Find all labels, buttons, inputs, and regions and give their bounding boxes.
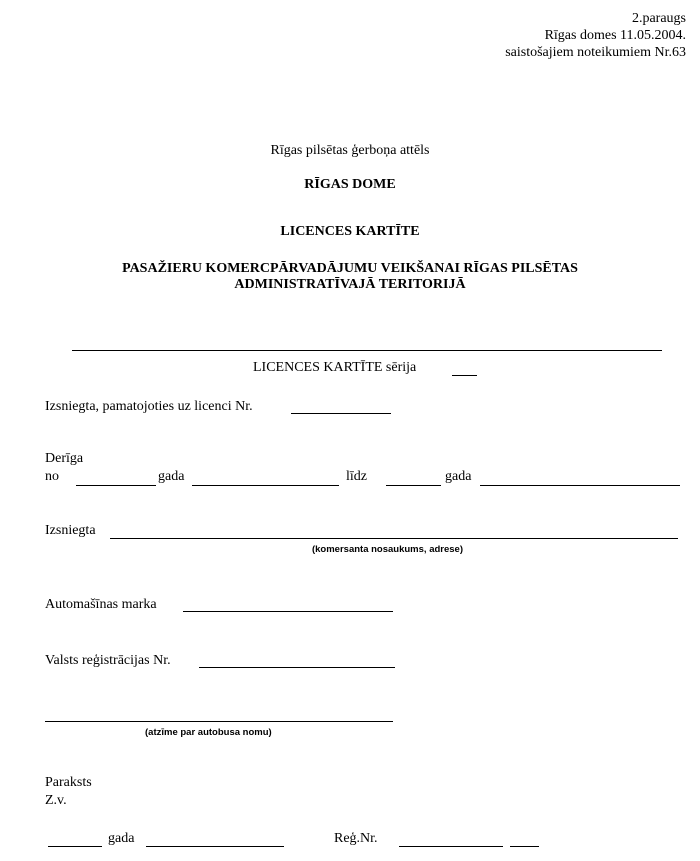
from-date-field[interactable] xyxy=(192,485,339,486)
reg-number-label: Valsts reģistrācijas Nr. xyxy=(45,653,171,668)
car-brand-label: Automašīnas marka xyxy=(45,597,157,612)
purpose-line-1: PASAŽIERU KOMERCPĀRVADĀJUMU VEIKŠANAI RĪGAS PILSĒTAS xyxy=(122,261,578,276)
license-number-field[interactable] xyxy=(291,413,391,414)
series-label: LICENCES KARTĪTE sērija xyxy=(253,360,417,375)
bus-rental-hint: (atzīme par autobusa nomu) xyxy=(145,727,272,738)
card-title: LICENCES KARTĪTE xyxy=(280,224,420,239)
purpose-line-2: ADMINISTRATĪVAJĀ TERITORIJĀ xyxy=(234,277,466,292)
issued-to-label: Izsniegta xyxy=(45,523,96,538)
series-field[interactable] xyxy=(452,375,477,376)
bus-rental-field[interactable] xyxy=(45,721,393,722)
issued-to-field[interactable] xyxy=(110,538,678,539)
until-date-field[interactable] xyxy=(480,485,680,486)
until-day-field[interactable] xyxy=(386,485,441,486)
reg-nr-field[interactable] xyxy=(399,846,503,847)
from-day-field[interactable] xyxy=(76,485,156,486)
issued-based-label: Izsniegta, pamatojoties uz licenci Nr. xyxy=(45,399,253,414)
reg-nr-suffix-field[interactable] xyxy=(510,846,539,847)
year-label-3: gada xyxy=(108,831,135,846)
year-label-1: gada xyxy=(158,469,185,484)
bottom-day-field[interactable] xyxy=(48,846,102,847)
stamp-label: Z.v. xyxy=(45,793,67,808)
car-brand-field[interactable] xyxy=(183,611,393,612)
bottom-date-field[interactable] xyxy=(146,846,284,847)
signature-label: Paraksts xyxy=(45,775,92,790)
issued-to-hint: (komersanta nosaukums, adrese) xyxy=(311,544,463,555)
year-label-2: gada xyxy=(445,469,472,484)
from-label: no xyxy=(45,469,59,484)
emblem-note: Rīgas pilsētas ģerboņa attēls xyxy=(270,143,430,158)
separator-line xyxy=(72,350,662,351)
sample-number: 2.paraugs xyxy=(631,11,686,26)
valid-label: Derīga xyxy=(45,451,84,466)
until-label: līdz xyxy=(346,469,367,484)
council-date: Rīgas domes 11.05.2004. xyxy=(544,28,686,43)
regulation-ref: saistošajiem noteikumiem Nr.63 xyxy=(505,45,686,60)
council-title: RĪGAS DOME xyxy=(304,177,396,192)
reg-nr-label: Reģ.Nr. xyxy=(334,831,378,846)
reg-number-field[interactable] xyxy=(199,667,395,668)
